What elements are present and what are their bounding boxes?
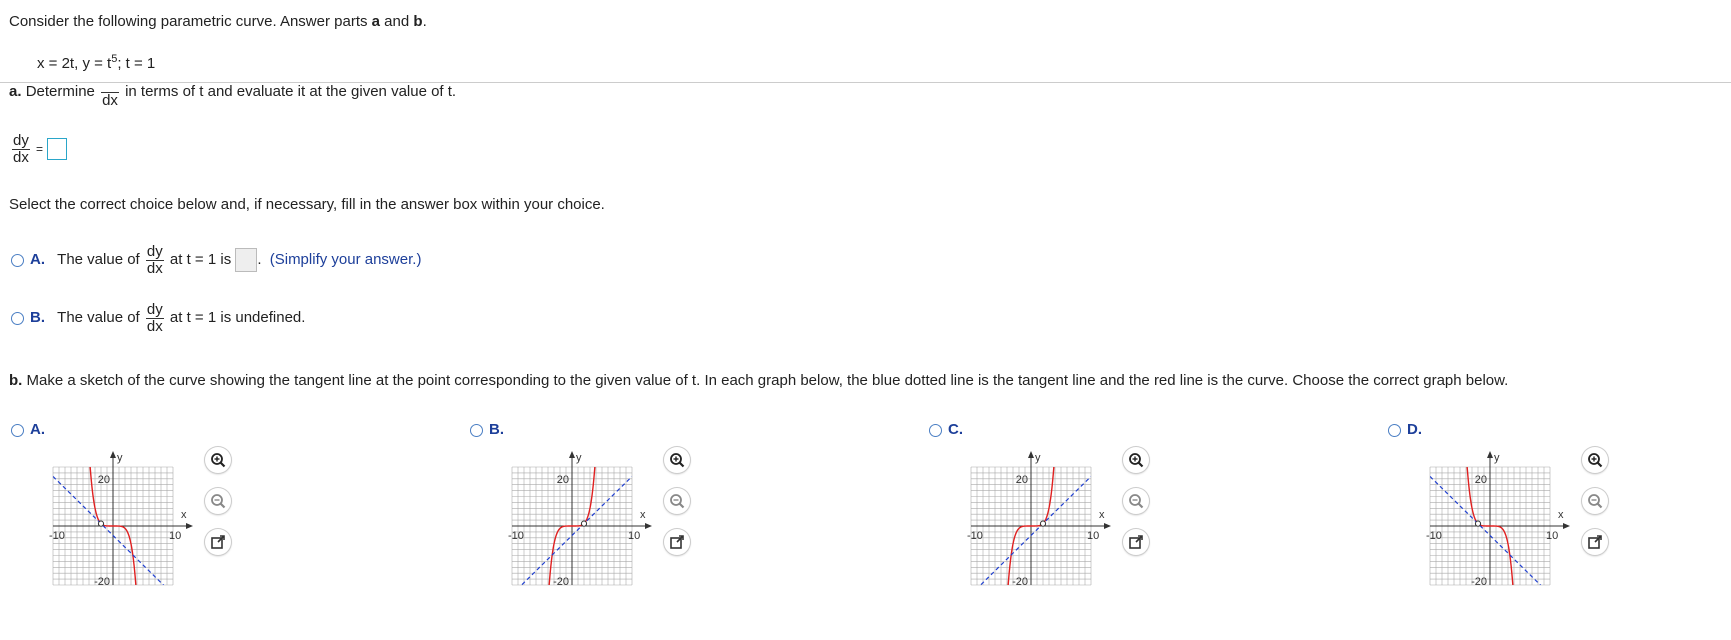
radio-graph-c[interactable]: [929, 424, 942, 437]
popout-button[interactable]: [1582, 529, 1608, 555]
radio-graph-a[interactable]: [11, 424, 24, 437]
choice-b-part-a[interactable]: B. The value of $\frac{dy}{dx}$ at t = 1 is undefined.: [11, 302, 305, 335]
tick-label-ymax: 20: [556, 473, 569, 486]
intro-text: Consider the following parametric curve. Answer parts a and b.: [9, 13, 427, 30]
graph-choice-b[interactable]: [470, 421, 504, 438]
part-a-prompt: a. Determine dx in terms of t and evaluate it at the given value of t.: [9, 76, 456, 109]
tick-label-xmin: -10: [508, 530, 524, 542]
tick-label-xmin: -10: [1426, 530, 1442, 542]
tick-label-xmax: 10: [1087, 530, 1100, 542]
x-axis-label: x: [1558, 509, 1564, 521]
popout-button[interactable]: [1123, 529, 1149, 555]
graph-choice-a[interactable]: [11, 421, 45, 438]
zoom-out-icon: [1128, 493, 1144, 509]
graph-d: [1416, 447, 1586, 601]
tick-label-ymin: -20: [1012, 576, 1028, 589]
graph-choice-d[interactable]: [1388, 421, 1422, 438]
choice-letter: C.: [948, 421, 963, 438]
zoom-in-icon: [1128, 452, 1144, 468]
choice-a-part-a[interactable]: A. The value of $\frac{dy}{dx}$ at t = 1 is . (Simplify your answer.): [11, 244, 421, 277]
y-axis-label: y: [1035, 452, 1041, 464]
tick-label-ymin: -20: [553, 576, 569, 589]
y-axis-label: y: [117, 452, 123, 464]
tangent-point: [98, 521, 103, 526]
x-axis-arrow: [645, 523, 652, 529]
tick-label-ymax: 20: [1474, 473, 1487, 486]
zoom-in-button[interactable]: [1123, 447, 1149, 473]
zoom-out-icon: [669, 493, 685, 509]
x-axis-label: x: [1099, 509, 1105, 521]
radio-a[interactable]: [11, 254, 24, 267]
y-axis-label: y: [1494, 452, 1500, 464]
tick-label-xmax: 10: [169, 530, 182, 542]
y-axis-arrow: [1028, 451, 1034, 458]
zoom-out-button[interactable]: [205, 488, 231, 514]
dydx-answer-input[interactable]: [47, 138, 67, 160]
zoom-in-button[interactable]: [205, 447, 231, 473]
choice-letter: B.: [489, 421, 504, 438]
x-axis-label: x: [640, 509, 646, 521]
graph-c: [957, 447, 1127, 601]
choice-letter: D.: [1407, 421, 1422, 438]
zoom-out-icon: [210, 493, 226, 509]
zoom-out-icon: [1587, 493, 1603, 509]
x-axis-arrow: [186, 523, 193, 529]
popout-icon: [1128, 534, 1144, 550]
equation: x = 2t, $y = t^5$; t = 1: [37, 53, 156, 72]
tick-label-xmin: -10: [967, 530, 983, 542]
select-instruction: Select the correct choice below and, if necessary, fill in the answer box within your choice.: [9, 196, 605, 213]
zoom-in-icon: [1587, 452, 1603, 468]
x-axis-arrow: [1563, 523, 1570, 529]
tangent-point: [581, 521, 586, 526]
zoom-in-button[interactable]: [1582, 447, 1608, 473]
popout-icon: [1587, 534, 1603, 550]
radio-b[interactable]: [11, 312, 24, 325]
dydx-answer-row: $\frac{dy}{dx}$ =: [10, 133, 67, 166]
zoom-in-icon: [669, 452, 685, 468]
tangent-point: [1040, 521, 1045, 526]
value-answer-input[interactable]: [235, 248, 257, 272]
y-axis-arrow: [569, 451, 575, 458]
dydx-fraction: dx: [102, 91, 118, 109]
zoom-out-button[interactable]: [1123, 488, 1149, 514]
graph-choice-c[interactable]: [929, 421, 963, 438]
radio-graph-d[interactable]: [1388, 424, 1401, 437]
x-axis-arrow: [1104, 523, 1111, 529]
choice-letter: A.: [30, 421, 45, 438]
popout-icon: [669, 534, 685, 550]
radio-graph-b[interactable]: [470, 424, 483, 437]
zoom-out-button[interactable]: [664, 488, 690, 514]
tick-label-ymax: 20: [97, 473, 110, 486]
graph-b: [498, 447, 668, 601]
popout-button[interactable]: [205, 529, 231, 555]
part-b-prompt: b. Make a sketch of the curve showing the tangent line at the point corresponding to the given value of t. In each graph below, the blue dotted line is the tangent line and the red line is the curve. Choose the correct graph below.: [9, 372, 1509, 389]
y-axis-label: y: [576, 452, 582, 464]
tick-label-xmin: -10: [49, 530, 65, 542]
tick-label-ymin: -20: [94, 576, 110, 589]
tick-label-ymax: 20: [1015, 473, 1028, 486]
zoom-in-icon: [210, 452, 226, 468]
y-axis-arrow: [1487, 451, 1493, 458]
popout-icon: [210, 534, 226, 550]
zoom-in-button[interactable]: [664, 447, 690, 473]
y-axis-arrow: [110, 451, 116, 458]
popout-button[interactable]: [664, 529, 690, 555]
tick-label-xmax: 10: [1546, 530, 1559, 542]
x-axis-label: x: [181, 509, 187, 521]
zoom-out-button[interactable]: [1582, 488, 1608, 514]
graph-a: [39, 447, 209, 601]
tangent-point: [1475, 521, 1480, 526]
tick-label-xmax: 10: [628, 530, 641, 542]
simplify-hint: (Simplify your answer.): [269, 251, 422, 269]
tick-label-ymin: -20: [1471, 576, 1487, 589]
